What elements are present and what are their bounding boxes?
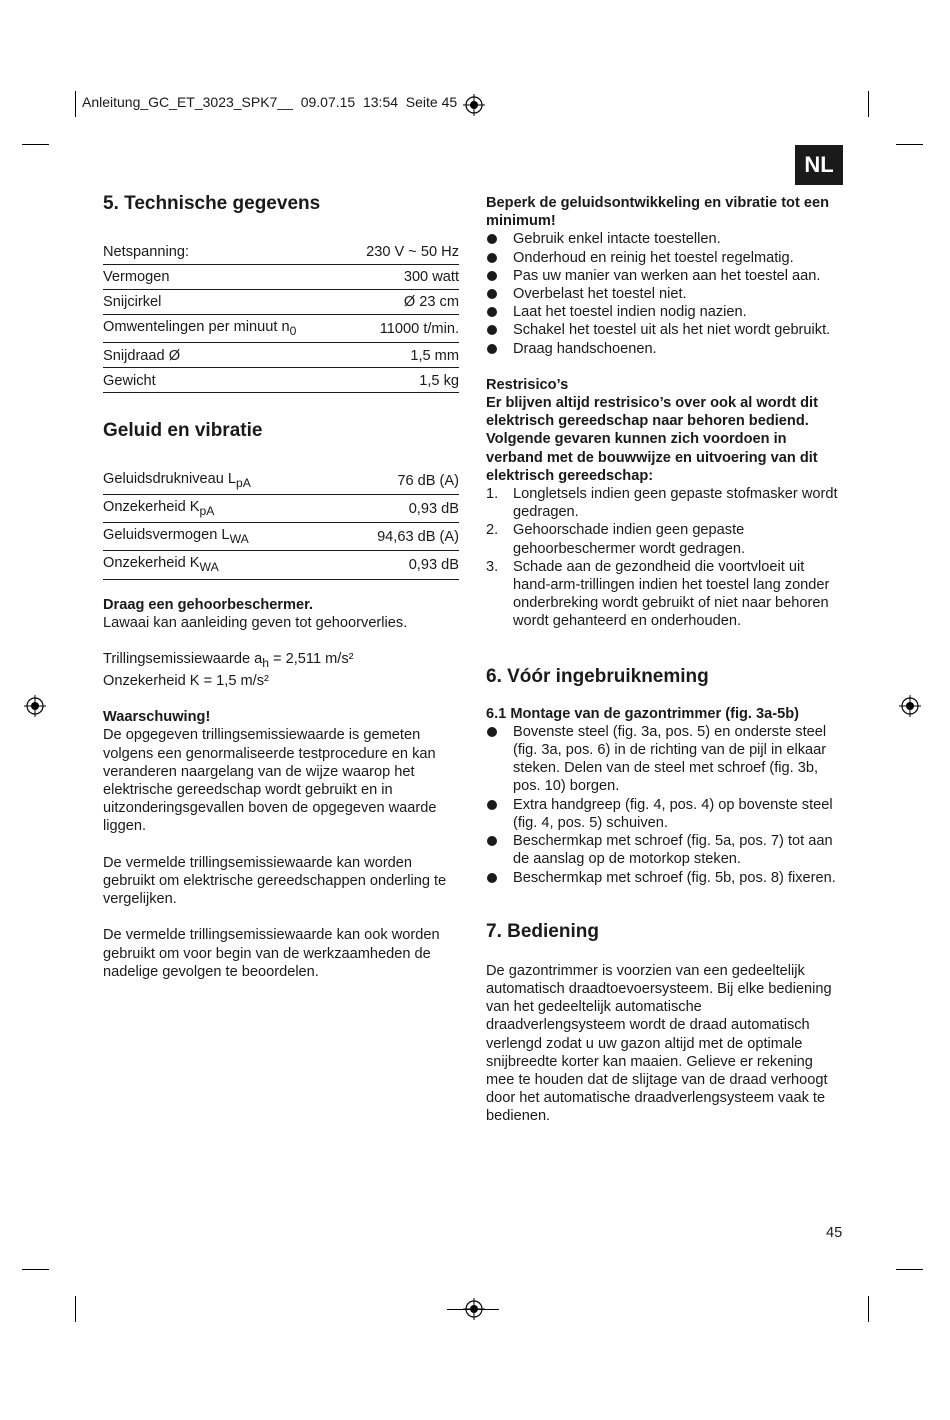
list-item-text: Overbelast het toestel niet. (513, 286, 687, 303)
list-item-text: Beschermkap met schroef (fig. 5b, pos. 8) fixeren. (513, 869, 836, 886)
hearing-protection-heading: Draag een gehoorbeschermer. (103, 596, 314, 613)
vibration-paragraph-assess: De vermelde trillingsemissiewaarde kan ook worden gebruikt om voor begin van de werkzaamheden de nadelige gevolgen te beoordelen. (103, 927, 440, 980)
spec-label-text: Snijdraad Ø (103, 347, 181, 364)
spec-label (103, 315, 343, 343)
bullet-icon (487, 800, 497, 810)
limit-noise-heading: Beperk de geluidsontwikkeling en vibratie tot een minimum! (486, 195, 830, 230)
list-item-text: Extra handgreep (fig. 4, pos. 4) op bovenste steel (fig. 4, pos. 5) schuiven. (513, 796, 833, 831)
crop-mark (896, 144, 923, 145)
table-row (103, 343, 459, 368)
operation-text: De gazontrimmer is voorzien van een gedeeltelijk automatisch draadtoevoersysteem. Bij elke bediening van het gedeeltelijk automatische draadverlengsysteem wordt de draad automatisch verlengd zodat u uw gazon altijd met de optimale snijbreedte korter kan maaien. Gelieve er rekening mee te houden dat de slijtage van de draad verhoogt door het automatische draadverlengsysteem vaak te bedienen. (486, 962, 832, 1125)
spec-label (103, 265, 343, 290)
spec-label (103, 368, 343, 393)
spec-label-text: Onzekerheid K (103, 499, 200, 516)
section-title-operation: 7. Bediening (486, 920, 599, 942)
bullet-icon (487, 234, 497, 244)
list-item (486, 796, 844, 832)
list-item (486, 485, 844, 521)
bullet-icon (487, 289, 497, 299)
spec-label-text: Omwentelingen per minuut n (103, 319, 290, 335)
crop-mark (22, 1269, 49, 1270)
spec-value: 0,93 dB (332, 495, 459, 523)
spec-label (103, 495, 332, 523)
spec-value: 1,5 kg (343, 368, 459, 393)
bullet-icon (487, 271, 497, 281)
list-item-text: Gehoorschade indien geen gepaste gehoorbeschermer wordt gedragen. (513, 522, 746, 557)
list-item (486, 267, 844, 285)
spec-value: 11000 t/min. (343, 315, 459, 343)
spec-label-subscript: WA (199, 560, 219, 575)
list-item-text: Schakel het toestel uit als het niet wordt gebruikt. (513, 322, 831, 339)
spec-label (103, 240, 343, 265)
spec-label-text: Netspanning: (103, 244, 190, 261)
language-badge: NL (795, 145, 843, 185)
spec-value: 1,5 mm (343, 343, 459, 368)
crop-mark (75, 1296, 76, 1322)
spec-label (103, 523, 332, 551)
spec-label (103, 290, 343, 315)
vibration-number: = 2,511 m/s² (269, 650, 354, 667)
list-item-number: 3. (486, 558, 499, 575)
list-item (486, 340, 844, 358)
vibration-paragraph-compare: De vermelde trillingsemissiewaarde kan worden gebruikt om elektrische gereedschappen onderling te vergelijken. (103, 854, 447, 908)
bullet-icon (487, 873, 497, 883)
list-item-text: Bovenste steel (fig. 3a, pos. 5) en onderste steel (fig. 3a, pos. 6) in de richting van de pijl in elkaar steken. Delen van de steel met schroef (fig. 3b, pos. 10) borgen. (513, 723, 827, 795)
section-title-technical-data: 5. Technische gegevens (103, 193, 321, 214)
spec-label (103, 551, 332, 579)
spec-label-subscript: WA (229, 532, 249, 547)
spec-value: 94,63 dB (A) (332, 523, 459, 551)
table-row (103, 467, 459, 495)
table-row (103, 315, 459, 343)
page-number: 45 (826, 1225, 843, 1241)
list-item (486, 321, 844, 339)
spec-label-subscript: 0 (289, 323, 297, 338)
spec-label-text: Gewicht (103, 372, 156, 389)
crop-mark (896, 1269, 923, 1270)
spec-label-text: Onzekerheid K (103, 555, 200, 572)
residual-risks-intro: Er blijven altijd restrisico’s over ook al wordt dit elektrisch gereedschap naar behoren bediend. Volgende gevaren kunnen zich voordoen in verband met de bouwwijze en uitvoering van dit elektrisch gereedschap: (486, 395, 818, 484)
registration-mark-icon (899, 695, 921, 717)
warning-title: Waarschuwing! (103, 709, 211, 726)
assembly-subtitle: 6.1 Montage van de gazontrimmer (fig. 3a-5b) (486, 705, 800, 722)
spec-label-text: Geluidsdrukniveau L (103, 471, 237, 488)
bullet-icon (487, 253, 497, 263)
list-item (486, 230, 844, 248)
list-item (486, 285, 844, 303)
registration-mark-icon (463, 1298, 485, 1320)
table-row (103, 495, 459, 523)
spec-value: 76 dB (A) (332, 467, 459, 495)
technical-data-table (103, 240, 459, 393)
bullet-icon (487, 325, 497, 335)
list-item-text: Beschermkap met schroef (fig. 5a, pos. 7) tot aan de aanslag op de motorkop steken. (513, 833, 833, 868)
spec-value: 230 V ~ 50 Hz (343, 240, 459, 265)
vibration-value (103, 650, 459, 672)
crop-mark (868, 91, 869, 117)
table-row (103, 551, 459, 579)
table-row (103, 240, 459, 265)
registration-mark-icon (463, 94, 485, 116)
section-title-noise: Geluid en vibratie (103, 420, 263, 442)
list-item (486, 303, 844, 321)
table-row (103, 265, 459, 290)
crop-mark (22, 144, 49, 145)
list-item-number: 1. (486, 486, 499, 503)
list-item (486, 832, 844, 868)
left-column (103, 192, 459, 981)
limit-noise-list (486, 230, 844, 357)
spec-label (103, 343, 343, 368)
list-item-text: Longletsels indien geen gepaste stofmasker wordt gedragen. (513, 486, 838, 521)
table-row (103, 523, 459, 551)
spec-label-text: Snijcirkel (103, 294, 162, 311)
spec-value: 300 watt (343, 265, 459, 290)
vibration-uncertainty: Onzekerheid K = 1,5 m/s² (103, 673, 269, 690)
bullet-icon (487, 727, 497, 737)
list-item (486, 558, 844, 631)
list-item-text: Schade aan de gezondheid die voortvloeit uit hand-arm-trillingen indien het toestel lang zonder onderbreking wordt gebruikt of niet naar behoren wordt gehanteerd en onderhouden. (513, 558, 830, 630)
vibration-subscript: h (262, 655, 269, 670)
registration-mark-icon (24, 695, 46, 717)
crop-mark (868, 1296, 869, 1322)
hearing-protection-text: Lawaai kan aanleiding geven tot gehoorverlies. (103, 614, 408, 631)
spec-label-subscript: pA (236, 476, 251, 491)
warning-text: De opgegeven trillingsemissiewaarde is gemeten volgens een genormaliseerde testprocedure en kan veranderen naargelang van de wijze waarop het elektrische gereedschap wordt gebruikt en in uitzonderingsgevallen boven de opgegeven waarde liggen. (103, 727, 437, 835)
residual-risks-list (486, 485, 844, 631)
list-item (486, 521, 844, 557)
residual-risks-title: Restrisico’s (486, 376, 569, 393)
table-row (103, 368, 459, 393)
list-item-text: Laat het toestel indien nodig nazien. (513, 304, 747, 321)
list-item-text: Pas uw manier van werken aan het toestel aan. (513, 267, 821, 284)
list-item-text: Gebruik enkel intacte toestellen. (513, 231, 721, 248)
right-column (486, 194, 844, 1126)
spec-value: 0,93 dB (332, 551, 459, 579)
vibration-label: Trillingsemissiewaarde a (103, 650, 263, 667)
bullet-icon (487, 344, 497, 354)
spec-label-subscript: pA (199, 504, 215, 519)
table-row (103, 290, 459, 315)
list-item-number: 2. (486, 522, 499, 539)
bullet-icon (487, 836, 497, 846)
assembly-steps-list (486, 723, 844, 887)
spec-label (103, 467, 332, 495)
spec-label-text: Geluidsvermogen L (103, 527, 230, 544)
list-item (486, 869, 844, 887)
section-title-before-use: 6. Vóór ingebruikneming (486, 665, 709, 687)
list-item-text: Draag handschoenen. (513, 340, 657, 357)
list-item (486, 249, 844, 267)
noise-data-table (103, 467, 459, 579)
bullet-icon (487, 307, 497, 317)
list-item (486, 723, 844, 796)
crop-mark (75, 91, 76, 117)
spec-value: Ø 23 cm (343, 290, 459, 315)
print-slug: Anleitung_GC_ET_3023_SPK7__ 09.07.15 13:54 Seite 45 (82, 94, 458, 110)
spec-label-text: Vermogen (103, 269, 170, 286)
list-item-text: Onderhoud en reinig het toestel regelmatig. (513, 249, 794, 266)
